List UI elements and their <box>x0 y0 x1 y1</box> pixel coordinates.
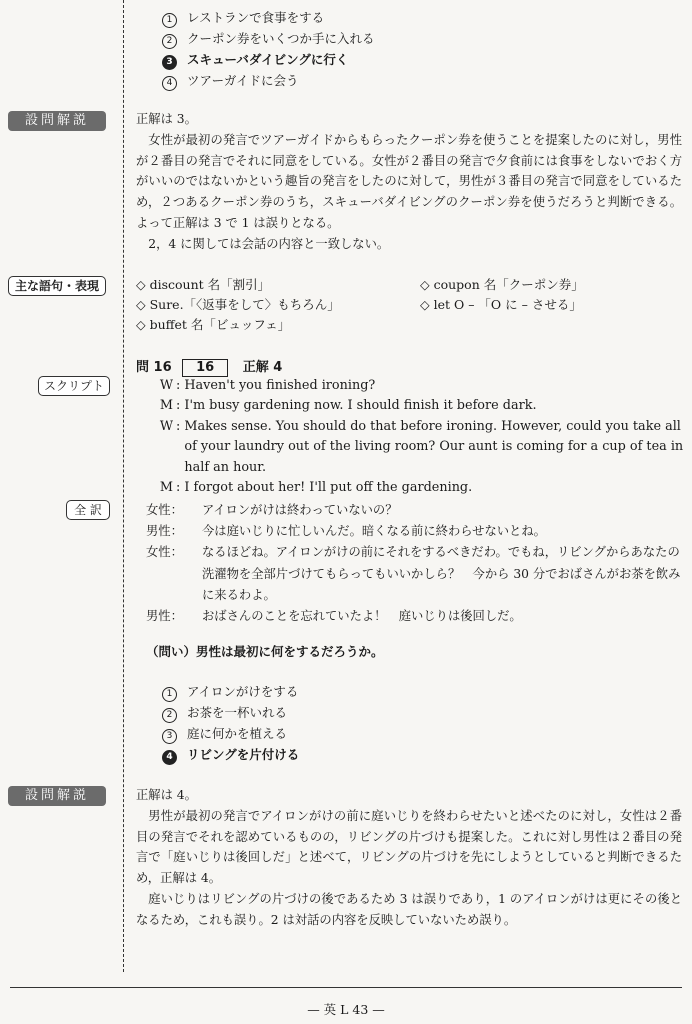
explanation-1 <box>136 109 682 255</box>
script-line: M : I forgot about her! I'll put off the gardening. <box>146 478 686 498</box>
line-text: I'm busy gardening now. I should finish it before dark. <box>184 398 537 414</box>
script-label: スクリプト <box>38 376 110 396</box>
option-number: 2 <box>162 34 177 49</box>
option-2 <box>162 31 375 49</box>
speaker: W <box>159 418 173 434</box>
option-number: 3 <box>162 729 177 744</box>
explanation-label: 設問解説 <box>8 786 106 806</box>
vocab-item: ◇ discount 名「割引」 <box>136 277 271 292</box>
line-text: なるほどね。アイロンがけの前にそれをするべきだわ。でもね，リビングからあなたの洗濯物を全部片づけてもらってもいいかしら？ 今から 30 分でおばさんがお茶を飲みに来るわよ。 <box>202 545 681 602</box>
explanation-2 <box>136 785 682 931</box>
option-number: 3 <box>162 55 177 70</box>
vocab-item: ◇ buffet 名「ビュッフェ」 <box>136 317 291 332</box>
line-text: I forgot about her! I'll put off the gardening. <box>184 480 473 496</box>
option-text: お茶を一杯いれる <box>187 705 288 720</box>
translation-line <box>146 606 686 627</box>
script-block <box>146 376 686 498</box>
speaker: M <box>159 480 173 496</box>
option-text: リビングを片付ける <box>187 747 300 762</box>
question-label: 問 16 <box>136 360 172 375</box>
question-answer: 正解 4 <box>242 360 283 375</box>
script-line: W : Makes sense. You should do that before ironing. However, could you take all of your laundry out of the living room? Our aunt is coming for a cup of tea in half an hour. <box>146 417 686 478</box>
line-text: 今は庭いじりに忙しいんだ。暗くなる前に終わらせないとね。 <box>202 524 546 539</box>
line-text: おばさんのことを忘れていたよ！ 庭いじりは後回しだ。 <box>202 609 522 624</box>
option-3 <box>162 726 287 744</box>
script-line: W : Haven't you finished ironing? <box>146 376 686 396</box>
option-number: 1 <box>162 13 177 28</box>
answer-line: 正解は 3。 <box>136 112 197 126</box>
vocab-item: ◇ let O – 「O に – させる」 <box>420 297 582 312</box>
translation-line <box>146 542 686 606</box>
margin-divider <box>123 0 124 972</box>
speaker: 男性： <box>146 609 183 624</box>
question-box: 16 <box>182 359 228 377</box>
footer-rule <box>10 987 682 988</box>
speaker: W <box>159 378 173 393</box>
option-2 <box>162 705 287 723</box>
translation-line <box>146 521 686 542</box>
speaker: 女性： <box>146 545 183 560</box>
option-text: スキューバダイビングに行く <box>187 52 349 67</box>
option-number: 1 <box>162 687 177 702</box>
line-text: アイロンがけは終わっていないの？ <box>202 503 398 517</box>
vocab-item: ◇ Sure.「〈返事をして〉もちろん」 <box>136 297 340 312</box>
translation-label: 全 訳 <box>66 500 110 520</box>
option-text: レストランで食事をする <box>187 10 325 25</box>
option-number: 4 <box>162 750 177 765</box>
question-text: （問い）男性は最初に何をするだろうか。 <box>146 644 384 659</box>
vocab-item: ◇ coupon 名「クーポン券」 <box>420 277 584 292</box>
option-text: 庭に何かを植える <box>187 726 288 741</box>
option-1 <box>162 684 298 702</box>
explanation-label: 設問解説 <box>8 111 106 131</box>
option-text: クーポン券をいくつか手に入れる <box>187 31 375 46</box>
line-text: Makes sense. You should do that before ironing. However, could you take all of your laundry out of the living room? Our aunt is coming for a cup of tea in half an hour. <box>184 418 684 475</box>
explanation-paragraph: 男性が最初の発言でアイロンがけの前に庭いじりを終わらせたいと述べたのに対し，女性は２番目の発言でそれを認めているものの，リビングの片づけも提案した。これに対し男性は２番目の発言で「庭いじりは後回しだ」と述べて，リビングの片づけを先にしようとしていると判断できるため，正解は 4。 <box>136 808 682 886</box>
explanation-paragraph: 女性が最初の発言でツアーガイドからもらったクーポン券を使うことを提案したのに対し，男性が２番目の発言でそれに同意をしている。女性が２番目の発言で夕食前には食事をしないでおく方がいいのではないかという趣旨の発言をしたのに対して，男性が３番目の発言で同意をしているため，２つあるクーポン券のうち，スキューバダイビングのクーポン券を使うだろうと判断できる。よって正解は 3 で 1 は誤りとなる。 <box>136 132 682 230</box>
explanation-paragraph: 2，4 に関しては会話の内容と一致しない。 <box>148 236 390 251</box>
option-3 <box>162 52 348 70</box>
option-1 <box>162 10 324 28</box>
translation-line <box>146 500 686 521</box>
page-number: — 英 L 43 — <box>307 1002 385 1017</box>
option-text: ツアーガイドに会う <box>187 73 299 88</box>
question-header <box>136 356 282 377</box>
option-number: 2 <box>162 708 177 723</box>
vocab-label: 主な語句・表現 <box>8 276 106 296</box>
option-number: 4 <box>162 76 177 91</box>
speaker: 女性： <box>146 503 183 517</box>
line-text: Haven't you finished ironing? <box>184 378 376 393</box>
option-4 <box>162 747 299 765</box>
script-line: M : I'm busy gardening now. I should finish it before dark. <box>146 396 686 416</box>
explanation-paragraph: 庭いじりはリビングの片づけの後であるため 3 は誤りであり，1 のアイロンがけは更にその後となるため，これも誤り。2 は対話の内容を反映していないため誤り。 <box>136 891 682 927</box>
speaker: M <box>159 398 173 414</box>
speaker: 男性： <box>146 524 183 539</box>
answer-line: 正解は 4。 <box>136 788 197 802</box>
option-4 <box>162 73 299 91</box>
option-text: アイロンがけをする <box>187 684 299 699</box>
translation-block <box>146 500 686 627</box>
